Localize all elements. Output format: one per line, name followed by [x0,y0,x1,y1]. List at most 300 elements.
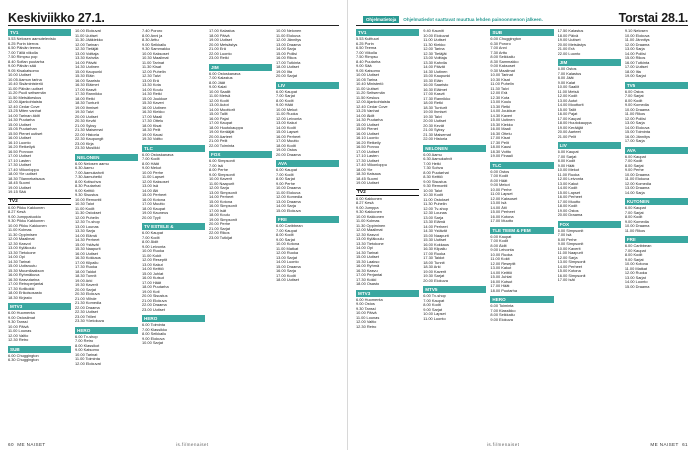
program-listing: 17.00 Kisat [490,136,510,140]
program-listing: 12.00 Puhelin [75,215,99,220]
program-listing: 14.00 Kodit [557,186,578,190]
program-listing: 17.00 Retroperjantai [8,282,44,286]
program-listing: 9.00 Sisustus [423,179,447,184]
program-listing: 13.00 Erä [142,78,159,83]
program-listing: 15.00 Perheet [490,210,515,214]
program-listing: 12.00 Valtio [8,333,29,338]
program-listing: 9.05 Katsomo [356,68,381,73]
program-listing: 17.00 Kaupat [557,116,581,121]
program-listing: 8.00 Kodit [276,98,294,103]
program-listing: 11.00 Matkat [276,246,299,251]
program-listing: 18.30 Tunnit [75,274,97,278]
program-listing: 14.30 Perheet [75,238,100,242]
program-listing: 20.00 Draama [557,213,583,217]
left-day-title: Keskiviikko 27.1. [8,11,105,25]
program-listing: 21.00 Elokuva [142,298,167,303]
schedule-column [558,29,621,441]
program-listing: 22.00 Luonto [209,51,232,56]
program-listing: 15.00 Uutisruutu [8,264,37,268]
program-listing: 11.00 Lounas [356,315,380,320]
program-listing: 15.30 Kiekko [490,122,513,127]
program-listing: 19.00 Kerääjät [209,130,235,134]
program-listing: 6.00 Kaupat [490,234,512,239]
program-listing: 12.00 Ajankohtaista [356,100,390,104]
program-listing: 15.00 Juhlat [142,271,164,276]
channel-heading: TV1 [356,29,419,36]
program-listing: 13.30 Kahvila [423,60,447,65]
program-listing: 12.00 Sarja [209,186,229,190]
program-listing: 13.00 Kakut [276,121,297,125]
program-listing: 10.05 Aamun tarina [8,77,42,82]
program-listing: 10.00 Saaliit [557,85,580,89]
program-listing: 6.00 Chuggington [490,37,522,41]
program-listing: 10.00 Lapset [423,312,446,316]
program-listing: 14.00 Elokuva [624,125,650,130]
program-listing: 20.00 Elokuva [423,278,448,283]
program-listing: 12.00 Kaksoset [142,179,169,184]
program-listing: 15.00 Perheet [142,193,167,197]
program-listing: 10.00 Uutiset [8,73,31,77]
program-listing: 20.00 Aarteet [209,134,233,139]
program-listing: 8.00 Perhe [209,168,229,172]
program-listing: 18.00 Erikoisosasto [8,291,42,295]
program-listing: 20.00 Sarjat [276,74,297,78]
program-listing: 8.30 Puutarhat [75,184,101,188]
program-listing: 6.00 Chuggington [8,353,39,358]
channel-heading: TV5 [625,82,688,89]
program-listing: 16.00 Maali [490,127,511,131]
program-listing: 14.00 Keittiö [490,270,513,275]
program-listing: 7.50 Rimpsu pop [8,55,38,59]
program-listing: 16.10 Luonto [356,136,379,140]
right-footer [356,442,688,447]
program-listing: 9.30 Kakkonen [356,210,382,214]
program-listing: 20.00 Draama [276,152,301,157]
program-listing: 9.00 Päivän sää [8,64,36,68]
program-listing: 17.30 Uutiset [356,158,379,163]
program-listing: 17.30 Ruoka [75,265,98,269]
program-listing: 9.00 Sarjat [423,307,443,312]
program-listing: 10.00 Kotona [624,262,648,266]
program-listing: 9.40 Kauniit [423,29,444,33]
program-listing: 16.30 Kilpailu [423,247,447,251]
program-listing: 8.00 Kodit [557,159,576,163]
program-listing: 12.00 Komedia [276,195,303,199]
program-listing: 12.40 Cedar Cove [356,104,388,109]
program-listing: 12.00 Maailmat [8,237,35,241]
program-listing: 6.00 Ostos [557,67,577,71]
program-listing: 11.00 Lounas [8,329,32,333]
program-listing: 18.00 Kodit [557,204,578,208]
program-listing: 16.10 Luonto [8,140,31,145]
program-listing: 19.00 Sarjat [624,74,646,78]
program-listing: 9.00 Perhe [276,181,296,186]
program-listing: 6.00 Tv-shop [423,294,446,298]
program-listing: 17.00 Kasvit [75,87,97,92]
program-listing: 9.00 Sarjat [624,257,644,262]
program-listing: 7.00 Sarjat [624,94,644,98]
program-listing: 5.53 Nelosen aamutelevisio [8,37,56,41]
program-listing: 12.00 Puhelin [142,69,166,74]
program-listing: 16.00 Uutiset [75,251,98,256]
program-listing: 21.00 Viihde [75,296,97,301]
program-listing: 13.00 Sarja [624,121,645,125]
channel-heading: HERO [490,296,553,303]
program-listing: 15.00 Elokuva [276,208,301,213]
right-header-note [363,16,543,25]
program-listing: 15.30 Laakso [356,259,380,264]
program-listing: 18.45 Suomi [356,176,378,181]
program-listing: 11.20 Seitsemän [356,91,385,95]
program-listing: 15.00 Ystävät [75,242,99,247]
program-listing: 13.00 Sarja [624,47,645,51]
program-listing: 7.00 Isä [557,233,572,237]
program-listing: 8.00 Sarjat [624,163,644,168]
program-listing: 22.00 Historia [423,137,448,141]
program-listing: 14.00 Koulu [142,87,163,92]
program-listing: 9.00 Mekot [490,183,510,187]
program-listing: 22.00 Toiminta [209,143,235,148]
program-listing: 11.00 Luonto [423,316,446,321]
program-listing: 7.00 Sarjat [624,210,644,215]
program-listing: 14.00 Moottorit [209,107,235,112]
program-listing: 10.00 Draama [624,224,650,228]
program-listing: 23.00 Tutkijat [209,235,233,240]
program-listing: 18.00 Retki [423,101,443,105]
program-listing: 21.30 Komedia [75,301,102,305]
channel-heading: HERO [142,315,205,322]
channel-heading: MTV5 [423,286,486,293]
program-listing: 18.00 Kausi [490,145,511,149]
program-listing: 8.00 Äidit [142,240,159,244]
program-listing: 18.00 Retki [75,96,95,101]
program-listing: 7.00 Kaupat [423,298,445,303]
channel-heading: FRII [276,216,339,223]
program-listing: 9.00 Katsomo [75,348,100,352]
program-listing: 11.30 Talvi [490,86,509,91]
program-listing: 12.00 Komedia [624,181,651,186]
program-listing: 15.00 Joukkue [142,96,168,101]
program-listing: 16.30 Kiekko [142,110,165,114]
program-listing: 14.00 Keittiö [142,267,164,271]
program-listing: 21.00 Syksy [423,128,445,132]
program-listing: 20.30 Kevät [75,119,96,123]
program-listing: 6.00 Simpsonit [557,228,584,233]
program-listing: 11.00 Kokit [142,253,162,258]
program-listing: 9.30 Tanssi [356,306,376,311]
channel-heading: LIV [276,82,339,89]
program-listing: 7.00 Kodit [276,172,294,177]
channel-heading: HERO [75,327,138,334]
program-listing: 14.00 Opi [8,255,25,259]
program-listing: 16.00 Ryhmäkuva [8,273,40,277]
program-listing: 13.30 Sarja [75,229,95,233]
program-listing: 6.00 Huomenta [8,311,35,315]
program-listing: 16.00 Perheet [557,195,583,199]
program-listing: 16.30 Kasvutarina [8,277,40,282]
channel-heading: TV2 [356,189,419,196]
program-listing: 12.00 Ruoka [276,251,299,255]
program-listing: 8.40 Puutarha [356,59,381,64]
program-listing: 16.00 Kotona [490,214,514,219]
program-listing: 17.10 Lasten [8,158,31,163]
program-listing: 16.00 Rikos [276,56,297,60]
program-listing: 8.00 Kodit [624,98,643,103]
program-listing: 17.00 Kodit [276,273,296,278]
program-listing: 7.00 Isä [209,163,223,168]
program-listing: 17.00 Kilpailu [75,260,99,265]
channel-heading: FOX [558,221,621,228]
program-listing: 12.00 Poliisi [624,116,646,121]
program-listing: 6.50 Päivän teema [8,46,41,50]
program-listing: 8.00 Seikkailu [142,332,167,336]
program-listing: 16.00 Uutiset [356,131,379,136]
program-listing: 11.00 Päivän uutiset [8,86,43,91]
program-listing: 18.00 Yle [356,167,373,172]
program-listing: 18.30 Tunturit [75,101,99,105]
program-listing: 8.00 Puutarhat [423,170,449,175]
program-listing: 13.00 Draama [624,186,650,190]
left-page-header [8,6,339,26]
program-listing: 11.00 Elokuva [624,177,650,181]
program-listing: 10.00 Tarinat [490,73,513,77]
program-listing: 18.00 Uutiset [276,278,299,282]
program-listing: 18.30 Tilannekatsaus [8,176,45,181]
program-listing: 18.00 Päivä [209,33,230,38]
program-listing: 17.00 Ruoka [423,251,446,256]
schedule-column [625,29,688,441]
program-listing: 22.00 Draama [75,305,100,310]
program-listing: 10.00 Uutiset [356,73,379,77]
program-listing: 10.00 Kakkonen [356,214,385,219]
program-listing: 6.00 Tv-shop [75,334,98,339]
program-listing: 12.00 Reseptit [142,258,168,262]
program-listing: 16.00 Kokkaus [423,242,449,247]
program-listing: 14.00 Opi [356,246,373,250]
program-listing: 7.00 Anni [490,46,507,50]
program-listing: 10.00 Tarinat [75,352,98,357]
program-listing: 17.00 Häät [142,280,162,285]
program-listing: 13.30 Tietokone [356,241,384,246]
program-listing: 18.00 Taidot [75,269,97,274]
program-listing: 9.00 Kalat [209,85,227,89]
program-listing: 7.00 Kodit [142,235,160,240]
program-listing: 9.05 Kisakatsomo [8,68,39,73]
program-listing: 15.00 Tallit [557,107,577,112]
program-listing: 7.00 Hetki [423,161,441,166]
program-listing: 18.00 Huutokauppa [557,121,592,125]
program-listing: 18.30 Kirjasto [8,295,32,300]
channel-heading: TV ESTELE & [142,223,205,230]
program-listing: 8.27 Kesä [8,210,26,214]
channel-heading: NELONEN [75,154,138,161]
program-listing: 6.00 Toiminta [490,304,514,308]
program-listing: 15.00 Kotona [209,199,233,204]
program-listing: 9.00 Seikkailu [142,42,167,47]
program-listing: 7.30 Aamuhetki [75,175,102,179]
program-listing: 20.00 Aarteet [557,130,581,134]
channel-heading: MTV3 [8,303,71,310]
program-listing: 17.00 Muutto [557,199,581,204]
schedule-column [490,29,553,441]
program-listing: 13.00 Kakut [490,266,512,270]
program-listing: 16.30 Eläimet [75,83,99,87]
program-listing: 16.00 Pajat [557,112,578,116]
right-footer-url: is.fi/menaiset [486,442,520,447]
program-listing: 7.00 Kalastus [557,71,582,76]
program-listing: 19.00 Ostos [557,208,579,213]
program-listing: 19.00 Uutiset [356,181,379,185]
program-listing: 14.00 Perheet [557,264,583,269]
program-listing: 22.30 Kaupungit [75,137,104,141]
program-listing: 19.30 Talvi [423,114,442,119]
program-listing: 9.00 Häät [276,103,293,107]
program-listing: 11.00 Naapurit [557,251,583,255]
program-listing: 10.30 Talot [75,202,94,206]
program-listing: 11.00 Puhelin [490,82,514,86]
program-listing: 16.30 Kokkaus [75,256,101,260]
channel-heading: TV1 [8,29,71,36]
program-listing: 13.00 Voittaja [75,51,99,56]
program-listing: 10.30 Kodit [423,193,443,197]
program-listing: 16.00 Sarja [276,269,296,273]
program-listing: 6.00 Kakkonen [356,196,382,201]
program-listing: 14.00 Elämä [75,233,97,238]
program-listing: 19.00 Ihmiset [75,105,99,110]
program-listing: 11.00 Kolmas [8,228,32,232]
channel-heading: TLC [142,145,205,152]
program-listing: 14.30 Uutinen [423,69,448,74]
program-listing: 16.20 Retkeilyä [8,145,35,149]
program-listing: 22.00 Luonto [557,51,581,56]
schedule-column [356,29,419,441]
program-listing: 10.00 Pikku Kakkonen [8,223,47,228]
program-listing: 9.00 Sää [356,64,372,68]
program-listing: 17.00 Perjantai [356,273,383,277]
program-listing: 19.30 Talvi [75,110,94,114]
program-listing: 18.30 Pelit [142,128,161,132]
program-listing: 12.00 Leivonta [557,177,584,181]
schedule-column [8,29,71,441]
program-listing: 13.25 Miten vanhat [8,109,42,113]
program-listing: 14.00 Luonto [624,280,648,284]
program-listing: 8.00 Kodit [276,233,294,237]
program-listing: 9.00 Keittiö [75,188,95,193]
program-listing: 11.00 Matkat [624,266,648,271]
program-listing: 7.00 Sarjat [276,94,295,98]
program-listing: 15.50 Pienet [356,127,378,131]
program-listing: 17.00 Isät [209,208,227,213]
program-listing: 6.00 Ostos [624,89,644,94]
program-listing: 11.50 Keskus [356,95,380,100]
channel-heading: TV2 [8,198,71,205]
program-listing: 17.00 Uutiset [356,149,379,154]
program-listing: 16.00 Uutinen [142,105,167,110]
program-listing: 19.00 Kaverit [423,269,447,274]
program-listing: 16.00 Kutsut [142,276,164,280]
program-listing: 23.30 Yöelokuva [75,319,104,323]
program-listing: 7.00 Klassikko [490,308,516,313]
program-listing: 9.00 Ostosilmat [8,315,36,320]
program-listing: 12.30 Tietäjät [423,51,447,56]
program-listing: 11.30 Kisat [142,65,162,69]
program-listing: 7.00 Retro [75,339,94,343]
program-listing: 16.00 Simpsonit [209,204,237,208]
program-listing: 17.00 Tutkinta [276,60,301,65]
program-listing: 17.00 Kaupat [209,121,233,125]
program-listing: 21.30 Maisemat [423,132,451,137]
program-listing: 6.00 Kaupat [276,89,297,94]
program-listing: 19.30 Voitto [142,137,163,141]
program-listing: 11.30 Oppimisen [8,232,38,237]
program-listing: 13.00 Draama [276,199,301,204]
program-listing: 14.00 Äiti [490,205,507,210]
program-listing: 16.00 Saaristo [75,78,101,83]
program-listing: 17.30 Rannikko [423,96,451,101]
program-listing: 6.00 Caribbean [276,224,303,228]
program-listing: 11.00 Uutiset [423,38,446,42]
program-listing: 17.00 Häät [490,284,510,288]
program-listing: 12.30 Retro [356,324,377,329]
program-listing: 14.00 Sarja [276,204,296,208]
program-listing: 10.00 Kaverit [557,246,581,251]
program-listing: 6.30 Aamu [75,166,94,170]
program-listing: 15.00 Uutiset [356,122,379,127]
channel-heading: JIM [558,59,621,66]
program-listing: 11.00 Ruoka [276,112,298,116]
program-listing: 13.00 Isä [490,201,507,205]
program-listing: 16.50 Porvoo [356,145,380,149]
program-listing: 15.05 Puutarhan [8,127,37,131]
program-listing: 9.00 Elokuva [490,317,513,322]
program-listing: 10.00 Saaliit [209,89,231,94]
program-listing: 17.00 Muutto [490,219,514,223]
program-listing: 12.00 Elokuvat [75,361,101,366]
schedule-column [276,29,339,441]
program-listing: 23.30 Musiikki [75,146,100,150]
channel-heading: FOX [209,151,272,158]
program-listing: 10.00 Ruoka [490,252,513,257]
program-listing: 6.30 Chuggington [8,358,39,362]
program-listing: 19.00 Ostos [276,148,297,152]
program-listing: 8.00 Jäät [557,76,574,80]
program-listing: 12.00 Kodit [209,98,229,103]
program-listing: 8.00 Seikkailu [490,313,515,317]
program-listing: 17.00 Uutiset [8,154,31,158]
program-listing: 6.00 Toiminta [142,323,166,327]
program-listing: 21.00 Sarjat [209,226,230,231]
program-listing: 12.30 Tietäjät [75,47,99,51]
program-listing: 13.00 Kakut [557,181,579,186]
program-listing: 15.00 Uutiset [8,122,31,127]
program-listing: 11.50 Metsäkeskus [8,95,42,100]
program-listing: 20.00 Uutiset [75,114,98,119]
program-listing: 18.00 Puutarha [490,288,518,293]
program-listing: 14.00 Poliisi [624,51,646,56]
program-listing: 8.00 Kodit [624,253,643,257]
program-listing: 19.30 Kaverit [75,283,98,287]
program-listing: 13.00 Kakut [142,262,163,267]
program-listing: 21.00 Pelit [209,139,228,143]
program-listing: 18.00 Yle uutiset [8,172,37,176]
program-listing: 14.30 Puutarha [356,118,383,122]
program-listing: 11.00 Elokuva [276,190,301,195]
program-listing: 7.00 Aamukahvit [75,170,104,175]
program-listing: 9.00 Leivonta [490,248,514,252]
program-listing: 14.00 Kodit [276,125,296,130]
program-listing: 19.00 Uutiset [209,38,232,42]
program-listing: 21.00 Erä [209,47,226,51]
